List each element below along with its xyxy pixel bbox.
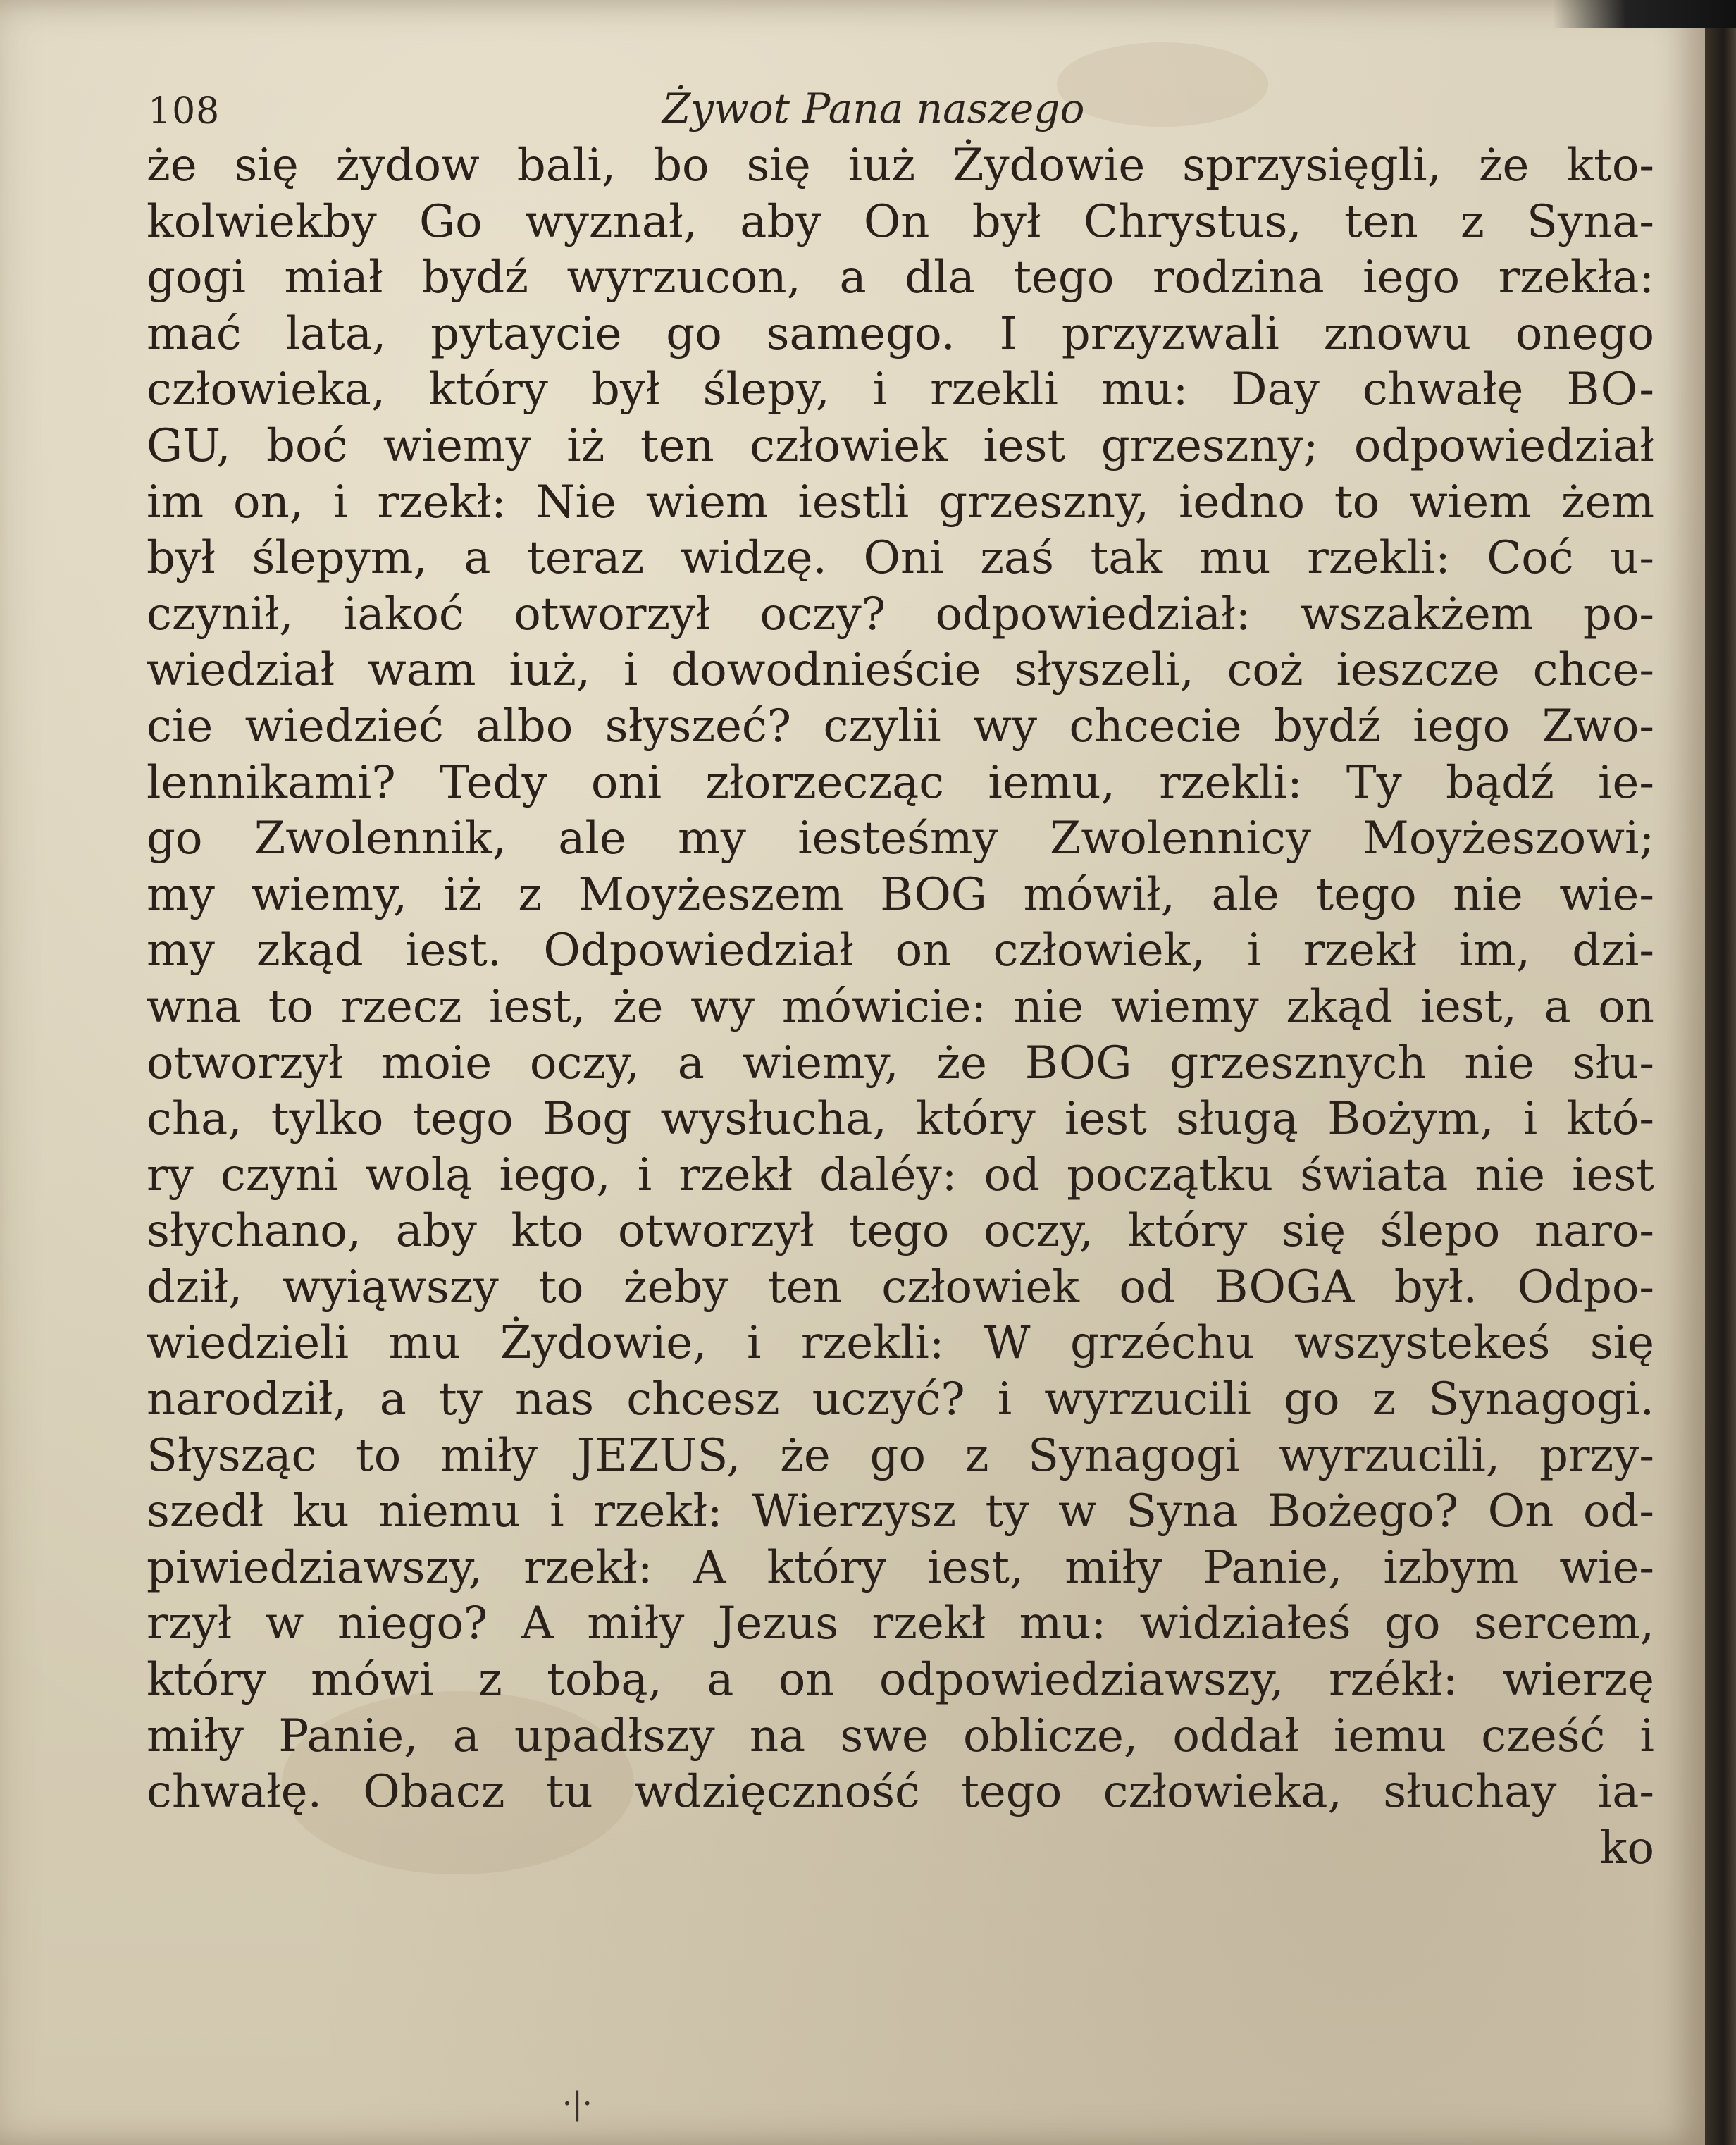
text-line: Słysząc to miły JEZUS, że go z Synagogi wyrzucili, przy- bbox=[147, 1429, 1654, 1482]
text-line: cie wiedzieć albo słyszeć? czylii wy chcecie bydź iego Zwo- bbox=[147, 700, 1654, 753]
text-line: narodził, a ty nas chcesz uczyć? i wyrzucili go z Synagogi. bbox=[147, 1373, 1654, 1426]
text-line: wna to rzecz iest, że wy mówicie: nie wiemy zkąd iest, a on bbox=[147, 980, 1654, 1033]
text-line: mać lata, pytaycie go samego. I przyzwali znowu onego bbox=[147, 307, 1654, 360]
text-line: wiedzieli mu Żydowie, i rzekli: W grzéchu wszystekeś się bbox=[147, 1317, 1654, 1370]
text-line: piwiedziawszy, rzekł: A który iest, miły Panie, izbym wie- bbox=[147, 1541, 1654, 1594]
text-line: że się żydow bali, bo się iuż Żydowie sprzysięgli, że kto- bbox=[147, 140, 1654, 192]
text-line: my wiemy, iż z Moyżeszem BOG mówił, ale tego nie wie- bbox=[147, 868, 1654, 921]
text-line: wiedział wam iuż, i dowodnieście słyszeli, coż ieszcze chce- bbox=[147, 644, 1654, 697]
catchword: ko bbox=[1599, 1822, 1654, 1874]
printer-mark: ·|· bbox=[562, 2086, 593, 2122]
text-line: chwałę. Obacz tu wdzięczność tego człowieka, słuchay ia- bbox=[147, 1766, 1654, 1819]
running-head: Żywot Pana naszego bbox=[662, 85, 1085, 132]
binding-shadow bbox=[1553, 0, 1736, 28]
text-line: człowieka, który był ślepy, i rzekli mu: Day chwałę BO- bbox=[147, 364, 1654, 416]
text-line: ry czyni wolą iego, i rzekł daléy: od początku świata nie iest bbox=[147, 1149, 1654, 1201]
text-line: cha, tylko tego Bog wysłucha, który iest sługą Bożym, i któ- bbox=[147, 1093, 1654, 1146]
text-line: go Zwolennik, ale my iesteśmy Zwolennicy Moyżeszowi; bbox=[147, 812, 1654, 865]
text-line: słychano, aby kto otworzył tego oczy, który się ślepo naro- bbox=[147, 1205, 1654, 1258]
text-line: rzył w niego? A miły Jezus rzekł mu: widziałeś go sercem, bbox=[147, 1597, 1654, 1650]
text-line: lennikami? Tedy oni złorzecząc iemu, rzekli: Ty bądź ie- bbox=[147, 756, 1654, 809]
text-line: otworzył moie oczy, a wiemy, że BOG grzesznych nie słu- bbox=[147, 1037, 1654, 1089]
book-gutter bbox=[1705, 0, 1736, 2145]
text-line: miły Panie, a upadłszy na swe oblicze, oddał iemu cześć i bbox=[147, 1710, 1654, 1762]
text-line: był ślepym, a teraz widzę. Oni zaś tak mu rzekli: Coć u- bbox=[147, 532, 1654, 585]
page-header bbox=[148, 85, 1134, 141]
page-number: 108 bbox=[148, 90, 221, 132]
text-line: im on, i rzekł: Nie wiem iestli grzeszny, iedno to wiem żem bbox=[147, 476, 1654, 528]
text-line: my zkąd iest. Odpowiedział on człowiek, i rzekł im, dzi- bbox=[147, 925, 1654, 977]
text-line: gogi miał bydź wyrzucon, a dla tego rodzina iego rzekła: bbox=[147, 252, 1654, 304]
text-line: kolwiekby Go wyznał, aby On był Chrystus, ten z Syna- bbox=[147, 195, 1654, 248]
text-line: czynił, iakoć otworzył oczy? odpowiedział: wszakżem po- bbox=[147, 588, 1654, 641]
text-line: szedł ku niemu i rzekł: Wierzysz ty w Syna Bożego? On od- bbox=[147, 1485, 1654, 1538]
text-line: dził, wyiąwszy to żeby ten człowiek od BOGA był. Odpo- bbox=[147, 1261, 1654, 1313]
text-line: który mówi z tobą, a on odpowiedziawszy, rzékł: wierzę bbox=[147, 1654, 1654, 1707]
text-line: GU, boć wiemy iż ten człowiek iest grzeszny; odpowiedział bbox=[147, 419, 1654, 472]
body-text bbox=[147, 138, 1654, 1877]
